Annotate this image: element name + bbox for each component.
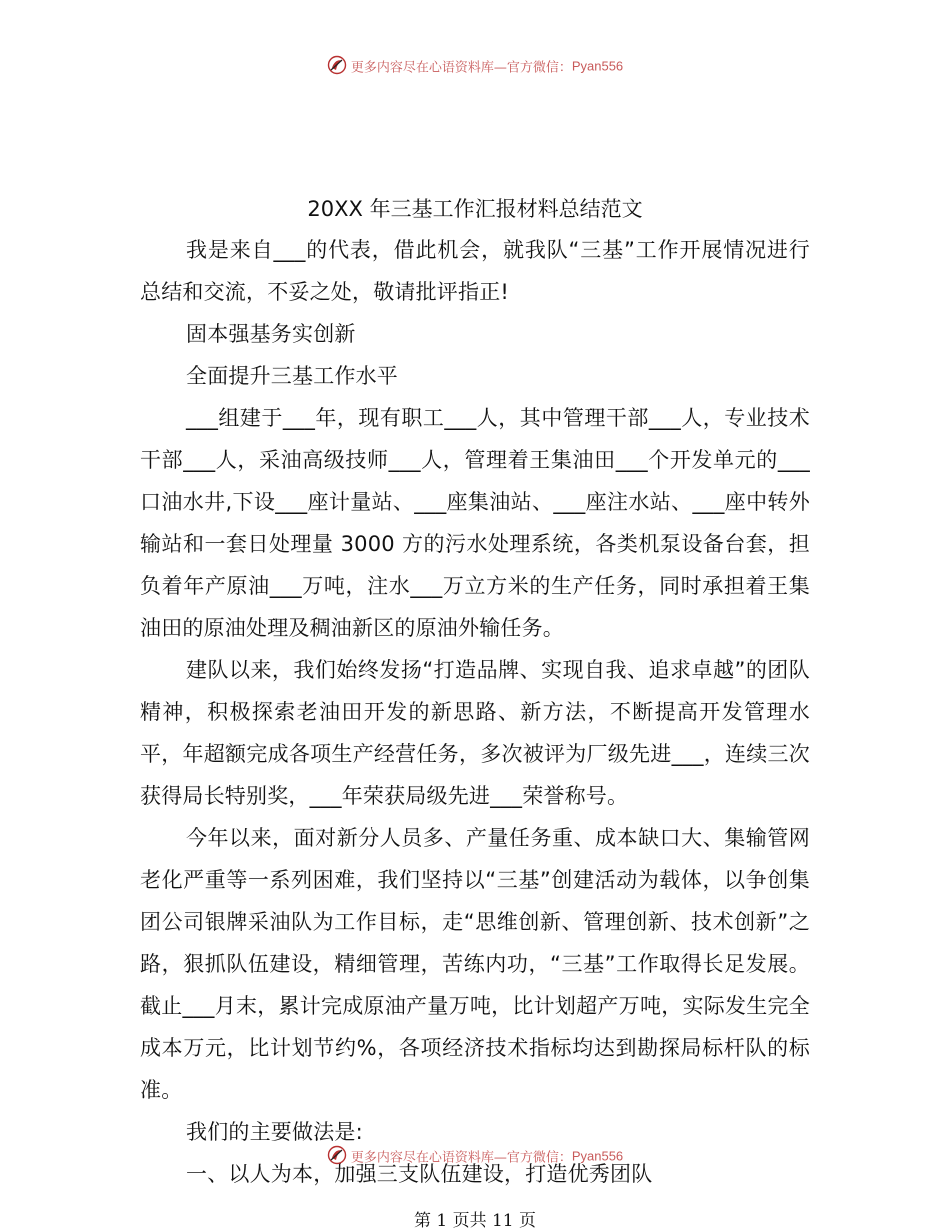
paragraph-history: 建队以来，我们始终发扬“打造品牌、实现自我、追求卓越”的团队精神，积极探索老油田开发的新思路、新方法，不断提高开发管理水平，年超额完成各项生产经营任务，多次被评为厂级先进___，连续三次获得局长特别奖，___年荣获局级先进___荣誉称号。 bbox=[140, 658, 810, 808]
watermark-wechat-id: Pyan556 bbox=[571, 1148, 624, 1164]
watermark-wechat-id: Pyan556 bbox=[571, 58, 624, 74]
heading-line-1: 固本强基务实创新 bbox=[186, 322, 356, 346]
heading-line-2: 全面提升三基工作水平 bbox=[186, 364, 398, 388]
watermark-logo-icon bbox=[327, 55, 347, 75]
watermark-text: 更多内容尽在心语资料库—官方微信： bbox=[350, 60, 572, 76]
paragraph-methods-intro: 我们的主要做法是: bbox=[186, 1120, 363, 1144]
watermark-logo-icon bbox=[327, 1145, 347, 1165]
section-heading-1: 一、以人为本，加强三支队伍建设，打造优秀团队 bbox=[186, 1162, 653, 1186]
watermark-header bbox=[0, 56, 950, 76]
paragraph-this-year: 今年以来，面对新分人员多、产量任务重、成本缺口大、集输管网老化严重等一系列困难，我们坚持以“三基”创建活动为载体，以争创集团公司银牌采油队为工作目标，走“思维创新、管理创新、技术创新”之路，狠抓队伍建设，精细管理，苦练内功，“三基”工作取得长足发展。截止___月末，累计完成原油产量万吨，比计划超产万吨，实际发生完全成本万元，比计划节约%，各项经济技术指标均达到勘探局标杆队的标准。 bbox=[140, 826, 810, 1102]
paragraph-intro: 我是来自___的代表，借此机会，就我队“三基”工作开展情况进行总结和交流，不妥之处，敬请批评指正! bbox=[140, 238, 810, 304]
paragraph-overview: ___组建于___年，现有职工___人，其中管理干部___人，专业技术干部___人，采油高级技师___人，管理着王集油田___个开发单元的___口油水井,下设___座计量站、___座集油站、___座注水站、___座中转外输站和一套日处理量 3000 方的污水处理系统，各类机泵设备台套，担负着年产原油___万吨，注水___万立方米的生产任务，同时承担着王集油田的原油处理及稠油新区的原油外输任务。 bbox=[140, 406, 810, 640]
watermark-footer bbox=[0, 1146, 950, 1166]
watermark-text: 更多内容尽在心语资料库—官方微信： bbox=[350, 1150, 572, 1166]
page-number: 第 1 页共 11 页 bbox=[413, 1211, 537, 1231]
document-title: 20XX 年三基工作汇报材料总结范文 bbox=[307, 197, 643, 221]
